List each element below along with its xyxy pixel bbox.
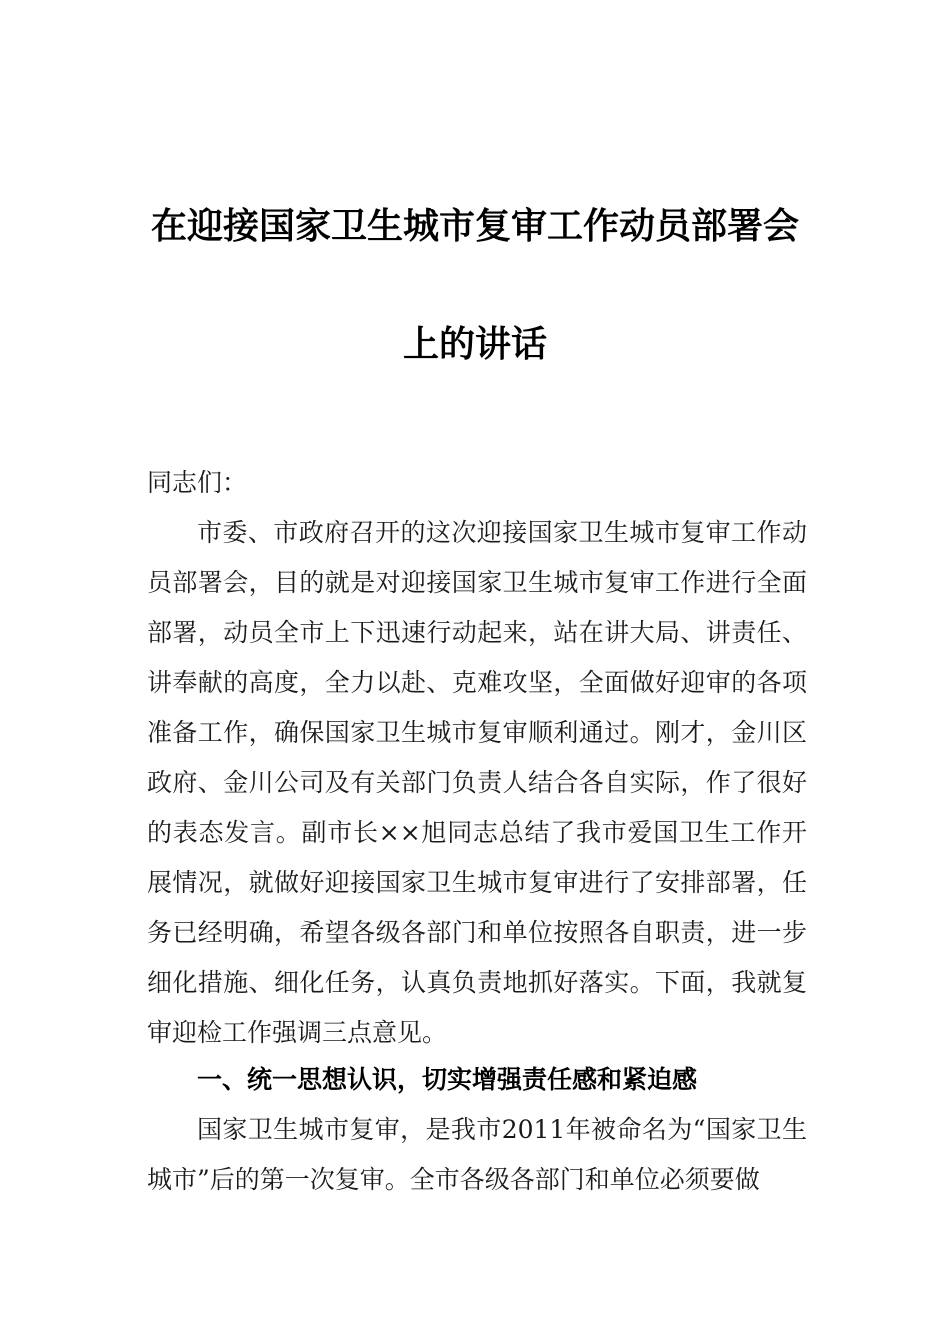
- paragraph-2: 国家卫生城市复审，是我市2011年被命名为“国家卫生城市”后的第一次复审。全市各级各部门和单位必须要做: [147, 1115, 807, 1194]
- document-title-line-2: 上的讲话: [402, 323, 547, 365]
- paragraph-1: 市委、市政府召开的这次迎接国家卫生城市复审工作动员部署会，目的就是对迎接国家卫生城市复审工作进行全面部署，动员全市上下迅速行动起来，站在讲大局、讲责任、讲奉献的高度，全力以赴、克难攻坚，全面做好迎审的各项准备工作，确保国家卫生城市复审顺利通过。刚才，金川区政府、金川公司及有关部门负责人结合各自实际，作了很好的表态发言。副市长××旭同志总结了我市爱国卫生工作开展情况，就做好迎接国家卫生城市复审进行了安排部署，任务已经明确，希望各级各部门和单位按照各自职责，进一步细化措施、细化任务，认真负责地抓好落实。下面，我就复审迎检工作强调三点意见。: [147, 518, 807, 1047]
- salutation: 同志们：: [147, 468, 248, 497]
- document-title-line-1: 在迎接国家卫生城市复审工作动员部署会: [150, 205, 799, 247]
- section-heading-1: 一、统一思想认识，切实增强责任感和紧迫感: [197, 1065, 698, 1094]
